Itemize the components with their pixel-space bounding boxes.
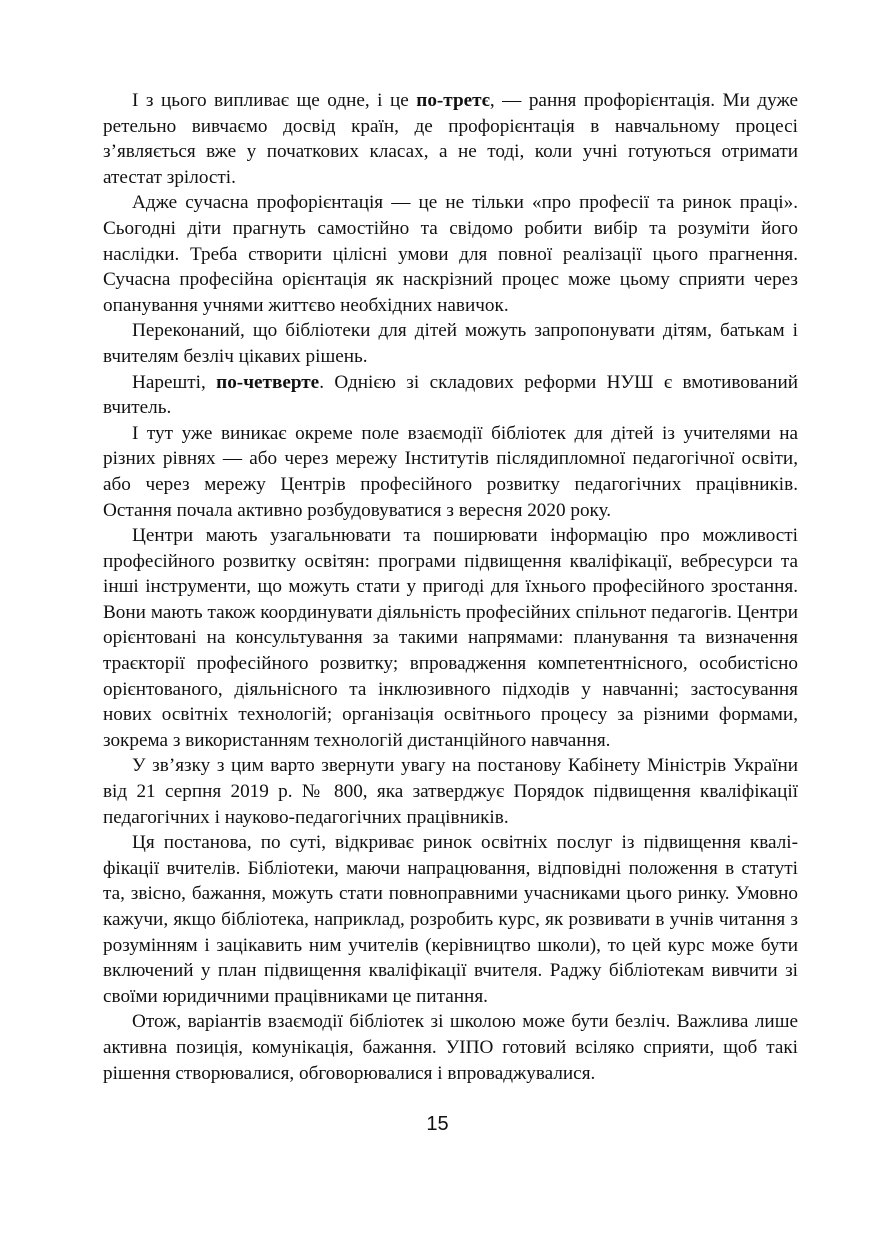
paragraph — [103, 1009, 798, 1086]
bold-text: по-четверте — [216, 371, 320, 393]
bold-text: по-третє — [416, 90, 490, 111]
paragraph — [103, 318, 798, 369]
text-run: Ця постанова, по суті, відкриває ринок освітніх послуг із підвищення кваліфікації вчителів. Бібліотеки, маючи напрацювання, відповідні положення в статуті та, звісно, бажання, можуть стати повноправними учасниками цього ринку. Умовно кажучи, якщо бібліотека, наприклад, розробить курс, як розвивати в учнів читання з розумінням і зацікавить ним учителів (керівництво школи), то цей курс може бути включений у план підвищення кваліфікації вчителя. Раджу бібліотекам вивчити зі своїми юридичними працівниками це питання. — [103, 832, 798, 1007]
text-run: Центри мають узагальнювати та поширювати інформацію про можливості професійного розвитку освітян: програми підвищення кваліфікації, вебресурси та інші інструменти, що можуть стати у пригоді для їхнього професійного зростання. Вони мають також координувати діяльність професійних спільнот педагогів. Центри орієнтовані на консультування за такими напрямами: планування та визначення траєкторії професійного розвитку; впровадження компетентнісного, особистісно орієнтованого, діяльнісного та інклюзивного підходів у навчанні; застосування нових освітніх технологій; організація освітнього процесу за різними формами, зокрема з використанням технологій дистанційного навчання. — [103, 525, 798, 751]
body-text — [103, 88, 798, 1086]
text-run: І з цього випливає ще одне, і це — [132, 90, 417, 111]
text-run: Отож, варіантів взаємодії бібліотек зі школою може бути безліч. Важлива лише активна позиція, комунікація, бажання. УІПО готовий всіляко сприяти, щоб такі рішення створювалися, обговорювалися і впроваджувалися. — [103, 1011, 798, 1084]
paragraph — [103, 753, 798, 830]
text-run: У зв’язку з цим варто звернути увагу на постанову Кабінету Міністрів України від 21 серпня 2019 р. № 800, яка затверджує Порядок підвищення кваліфікації педагогічних і науково-педагогічних працівників. — [103, 755, 798, 828]
paragraph — [103, 88, 798, 190]
paragraph — [103, 190, 798, 318]
paragraph — [103, 830, 798, 1009]
text-run: Адже сучасна профорієнтація — це не тільки «про професії та ринок праці». Сьогодні діти прагнуть самостійно та свідомо робити вибір та розуміти його наслідки. Треба створити цілісні умови для повної реалізації цього прагнення. Сучасна професійна орієнтація як наскрізний процес може цьому сприяти через опанування учнями життєво необхідних навичок. — [103, 192, 798, 316]
page-number: 15 — [426, 1113, 449, 1135]
text-run: . Однією зі складових реформи НУШ є вмотивований вчитель. — [103, 371, 798, 419]
text-run: Переконаний, що бібліотеки для дітей можуть запропонувати дітям, батькам і вчителям безліч цікавих рішень. — [103, 320, 798, 367]
text-run: , — рання профорієнтація. Ми дуже ретельно вивчаємо досвід країн, де профорієнтація в навчальному процесі з’являється вже у початкових класах, а не тоді, коли учні готуються отримати атестат зрілості. — [103, 90, 798, 188]
text-run: Нарешті, — [132, 371, 217, 393]
paragraph — [103, 523, 798, 753]
paragraph — [103, 421, 798, 523]
paragraph — [103, 370, 798, 421]
text-run: І тут уже виникає окреме поле взаємодії бібліотек для дітей із учителями на різних рівнях — або через мережу Інститутів післядипломної педагогічної освіти, або через мережу Центрів професійного розвитку педагогічних працівників. Остання почала активно розбудовуватися з вересня 2020 року. — [103, 422, 798, 521]
